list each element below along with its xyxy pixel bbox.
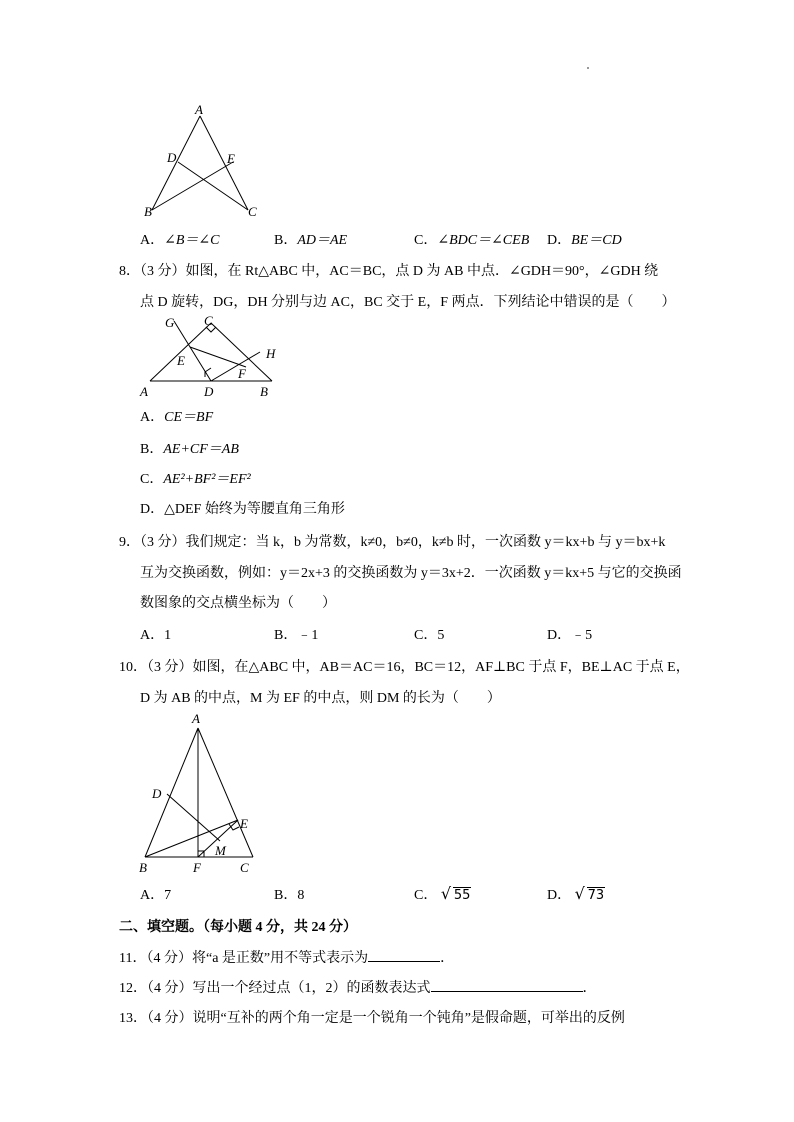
q10-option-c[interactable]: C． √ 55 [414,884,471,903]
q12: 12．（4 分）写出一个经过点（1，2）的函数表达式 ． [119,977,597,997]
q8-option-a[interactable]: A．CE＝BF [140,410,214,425]
q11-text: 11．（4 分）将“a 是正数”用不等式表示为 [119,951,369,966]
q11: 11．（4 分）将“a 是正数”用不等式表示为 ． [119,947,454,967]
q7-option-a[interactable]: A．∠B＝∠C [140,233,220,248]
q7-figure [138,100,268,222]
q12-text: 12．（4 分）写出一个经过点（1，2）的函数表达式 [119,981,431,996]
label-C: C [204,313,213,328]
label-D: D [204,384,214,399]
page-mark [587,67,589,69]
q8-option-c[interactable]: C．AE²+BF²＝EF² [140,472,251,487]
q9-stem-line3: 数图象的交点横坐标为（ ） [140,596,336,611]
label-E: E [177,353,185,368]
label-A: A [140,384,148,399]
label-E: E [240,816,248,831]
q9-option-b[interactable]: B．﹣1 [274,628,319,643]
label-A: A [195,102,203,117]
q13-stem-line1: 13．（4 分）说明“互补的两个角一定是一个锐角一个钝角”是假命题，可举出的反例 [119,1011,625,1026]
q7-option-d[interactable]: D．BE＝CD [547,233,622,248]
q10-stem-line1: 10．（3 分）如图，在△ABC 中，AB＝AC＝16，BC＝12，AF⊥BC 于点 F，BE⊥AC 于点 E， [119,660,690,675]
q10-option-d[interactable]: D． √ 73 [547,884,605,903]
section-title: 二、填空题。（每小题 4 分，共 24 分） [119,920,357,935]
label-F: F [193,860,201,875]
label-C: C [248,204,257,219]
q9-option-d[interactable]: D．﹣5 [547,628,593,643]
label-G: G [165,315,175,330]
q10-figure [135,708,265,878]
q8-option-d[interactable]: D．△DEF 始终为等腰直角三角形 [140,502,345,517]
label-B: B [260,384,268,399]
label-C: C [240,860,249,875]
label-D: D [167,150,177,165]
q11-answer-blank[interactable] [368,947,440,962]
q12-answer-blank[interactable] [431,977,583,992]
q10-stem-line2: D 为 AB 的中点，M 为 EF 的中点，则 DM 的长为（ ） [140,691,501,706]
q8-option-b[interactable]: B．AE+CF＝AB [140,442,239,457]
q9-option-c[interactable]: C．5 [414,628,445,643]
q9-option-a[interactable]: A．1 [140,628,172,643]
label-D: D [152,786,162,801]
q10-option-a[interactable]: A．7 [140,888,172,903]
q9-stem-line1: 9．（3 分）我们规定：当 k，b 为常数，k≠0，b≠0，k≠b 时，一次函数 y＝kx+b 与 y＝bx+k [119,535,666,550]
q8-stem-line1: 8．（3 分）如图，在 Rt△ABC 中，AC＝BC，点 D 为 AB 中点．∠GDH＝90°，∠GDH 绕 [119,264,659,279]
q8-stem-line2: 点 D 旋转，DG，DH 分别与边 AC，BC 交于 E，F 两点．下列结论中错误的是（ ） [140,295,676,310]
label-E: E [227,151,235,166]
q9-stem-line2: 互为交换函数，例如：y＝2x+3 的交换函数为 y＝3x+2．一次函数 y＝kx+5 与它的交换函 [140,566,682,581]
q7-option-b[interactable]: B．AD＝AE [274,233,348,248]
q8-figure [138,312,288,402]
label-B: B [144,204,152,219]
q10-option-b[interactable]: B．8 [274,888,305,903]
label-M: M [215,843,226,858]
label-F: F [238,366,246,381]
label-A: A [192,711,200,726]
label-B: B [139,860,147,875]
sqrt-icon: √ 73 [574,884,605,903]
q7-option-c[interactable]: C．∠BDC＝∠CEB [414,233,530,248]
sqrt-icon: √ 55 [440,884,471,903]
label-H: H [266,346,276,361]
